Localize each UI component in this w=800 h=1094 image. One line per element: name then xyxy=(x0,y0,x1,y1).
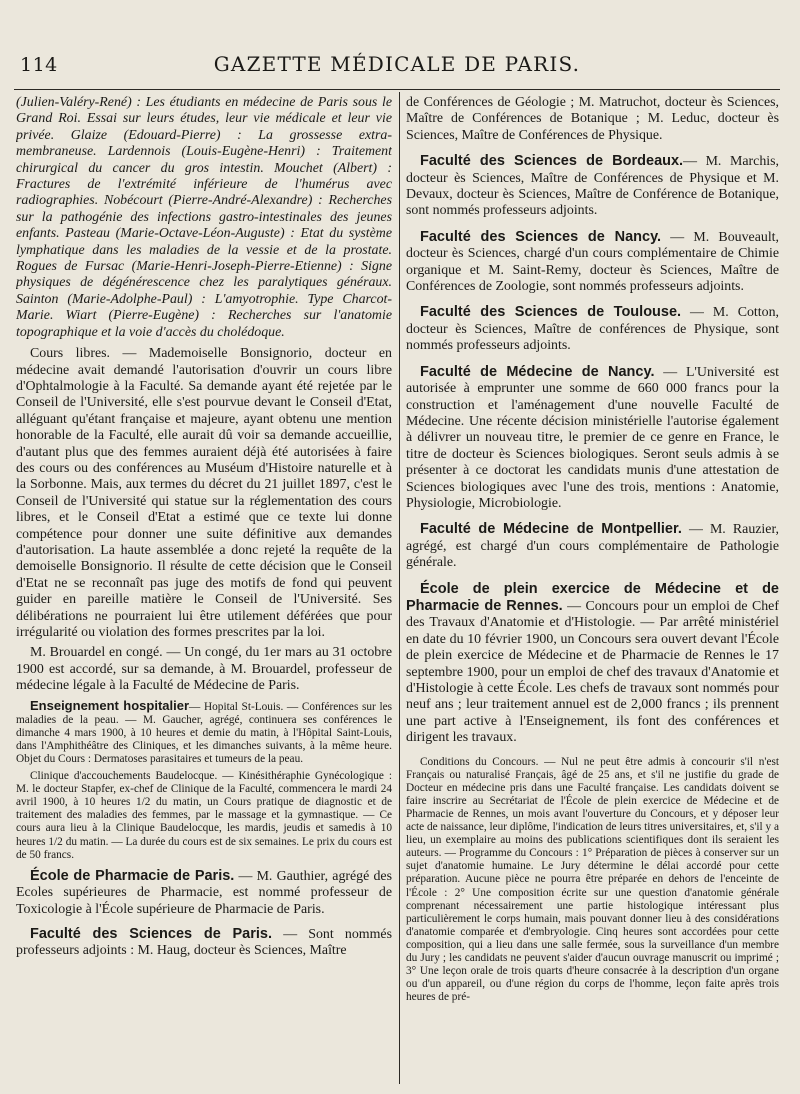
rennes-heading: École de plein exercice de Médecine et de Pharmacie de Rennes. xyxy=(406,580,779,614)
cours-libres-paragraph: Cours libres. — Mademoiselle Bonsignorio, docteur en médecine avait demandé l'autorisation d'ouvrir un cours libre d'Ophtalmologie à la Faculté. Sa demande ayant été rejetée par le Conseil de l'Université, elle s'est pourvue devant le Conseil d'Etat, alléguant qu'étant française et majeure, ayant obtenu une mention honorable de la Faculté, elle aurait dû voir sa demande accueillie, d'autant plus que des femmes auraient déjà été autorisées à faire des cours ou des conférences au Muséum d'Histoire naturelle et à la Sorbonne. Mais, aux termes du décret du 21 juillet 1897, c'est le Conseil de l'Université qui statue sur la réglementation des cours libres, et le Conseil d'Etat a estimé que ce texte lui donne compétence pour donner une suite définitive aux demandes d'autorisation. La haute assemblée a donc rejeté la requête de la demoiselle Bonsignorio. Il résulte de cette décision que le Conseil d'Etat ne se reconnaît pas juge des motifs de fond qui peuvent guider en pareille matière le Conseil de l'Université. Ses délibérations ne pourraient lui être utilement déférées que pour irrégularité ou violation des formes prescrites par la loi. xyxy=(16,346,392,640)
enseignement-heading: Enseignement hospitalier xyxy=(30,697,190,713)
nancy-sciences-heading: Faculté des Sciences de Nancy. xyxy=(420,228,662,245)
brouardel-paragraph: M. Brouardel en congé. — Un congé, du 1er mars au 31 octobre 1900 est accordé, sur sa demande, à M. Brouardel, professeur de médecine légale à la Faculté de Médecine de Paris. xyxy=(16,645,392,694)
conditions-paragraph: Conditions du Concours. — Nul ne peut être admis à concourir s'il n'est Français ou naturalisé Français, âgé de 25 ans, et s'il ne justifie du grade de Docteur en médecine pris dans une Faculté française. Les candidats doivent se faire inscrire au Secrétariat de l'École de plein exercice de Médecine et de Pharmacie de Rennes, un mois avant l'ouverture du Concours, et y déposer leur acte de naissance, leur diplôme, l'indication de leurs titres universitaires, et, s'il y a lieu, un exemplaire au moins des publications scientifiques dont ils seraient les auteurs. — Programme du Concours : 1° Préparation de pièces à conserver sur un sujet d'anatomie humaine. Le Jury détermine le délai accordé pour cette préparation. Aucune pièce ne pourra être préparée en dehors de l'enceinte de l'École : 2° Une composition écrite sur une question d'anatomie générale comprenant nécessairement une partie histologique intéressant plus particulièrement le corps humain, mais pouvant donner lieu à des considérations d'anatomie comparée et d'embryologie. Cinq heures sont accordées pour cette composition, qui a lieu dans une salle fermée, sous la surveillance d'un membre du Jury ; les candidats ne peuvent s'aider d'aucun ouvrage manuscrit ou imprimé ; 3° Une leçon orale de trois quarts d'heure consacrée à la description d'un organe ou d'un appareil, ou d'une région du corps de l'homme, leçon faite après trois heures de pré- xyxy=(406,755,779,1004)
page-header xyxy=(14,40,780,80)
theses-list: (Julien-Valéry-René) : Les étudiants en médecine de Paris sous le Grand Roi. Essai sur leurs études, leur vie médicale et leur vie privée. Glaize (Edouard-Pierre) : La grossesse extra-membraneuse. Lardennois (Louis-Eugène-Henri) : Traitement chirurgical du cancer du gros intestin. Mouchet (Albert) : Fractures de l'extrémité inférieure de l'humérus avec radiographies. Nobécourt (Pierre-André-Alexandre) : Recherches sur la pathogénie des infections gastro-intestinales des jeunes enfants. Pasteau (Marie-Octave-Léon-Auguste) : Etat du système lymphatique dans les maladies de la vessie et de la prostate. Rogues de Fursac (Marie-Henri-Joseph-Pierre-Etienne) : Signe physiques de dégénérescence chez les paralytiques généraux. Sainton (Marie-Adolphe-Paul) : L'amyotrophie. Type Charcot-Marie. Wiart (Pierre-Eugène) : Recherches sur l'anatomie topographique et la voie d'accès du cholédoque. xyxy=(16,95,392,340)
left-column xyxy=(16,95,392,1088)
montpellier-text: — M. Rauzier, agrégé, est chargé d'un cours complémentaire de Pathologie générale. xyxy=(406,522,779,571)
toulouse-heading: Faculté des Sciences de Toulouse. xyxy=(420,304,682,321)
enseignement-text: — Hopital St-Louis. — Conférences sur les maladies de la peau. — M. Gaucher, agrégé, continuera ses conférences le dimanche 4 mars 1900, à 10 heures et demie du matin, à l'Hôpital Saint-Louis, dans l'Amphithéâtre des Cliniques, et les dimanches suivants, à la même heure. Objet du Cours : Dermatoses parasitaires et tumeurs de la peau. xyxy=(16,700,392,765)
page-number: 114 xyxy=(20,54,58,76)
toulouse-text: — M. Cotton, docteur ès Sciences, Maître de conférences de Physique, sont nommés professeurs adjoints. xyxy=(406,305,779,354)
rennes-text: — Concours pour un emploi de Chef des Travaux d'Anatomie et d'Histologie. — Par arrêté ministériel en date du 10 février 1900, un Concours sera ouvert devant l'École de plein exercice de Médecine et de Pharmacie de Rennes le 17 septembre 1900, pour un emploi de chef des travaux d'Anatomie et d'Histologie à cette École. Les chefs de travaux sont nommés pour neuf ans ; leur traitement annuel est de 2,000 francs ; ils prennent une part active à l'Enseignement, ils font des conférences et dirigent les travaux. xyxy=(406,598,779,746)
journal-title: GAZETTE MÉDICALE DE PARIS. xyxy=(213,52,581,76)
right-column xyxy=(406,95,779,1088)
bordeaux-text: — M. Marchis, docteur ès Sciences, Maître de Conférences de Physique et M. Devaux, docteur ès Sciences, Maître de Conférence de Botanique, sont nommés professeurs adjoints. xyxy=(406,154,779,219)
header-rule xyxy=(14,89,780,90)
paris-continuation: de Conférences de Géologie ; M. Matruchot, docteur ès Sciences, Maître de Conférences de Botanique ; M. Leduc, docteur ès Sciences, Maître de Conférences de Physique. xyxy=(406,95,779,143)
medecine-nancy-heading: Faculté de Médecine de Nancy. xyxy=(420,363,655,380)
pharmacie-heading: École de Pharmacie de Paris. xyxy=(30,867,235,884)
montpellier-heading: Faculté de Médecine de Montpellier. xyxy=(420,521,682,538)
medecine-nancy-text: — L'Université est autorisée à emprunter une somme de 660 000 francs pour la construction et l'aménagement d'une nouvelle Faculté de Médecine. Une récente décision ministérielle l'autorise également à délivrer un nouveau titre, le premier de ce genre en France, le titre de docteur ès Sciences biologiques. Seront seuls admis à se présenter à ce doctorat les candidats munis d'une attestation de Sciences biologiques avec l'une des trois, mentions : Anatomie, Physiologie, Microbiologie. xyxy=(406,364,779,511)
sciences-paris-text: — Sont nommés professeurs adjoints : M. Haug, docteur ès Sciences, Maître xyxy=(16,926,392,959)
bordeaux-heading: Faculté des Sciences de Bordeaux. xyxy=(420,153,684,170)
column-divider xyxy=(399,92,400,1084)
baudelocque-paragraph: Clinique d'accouchements Baudelocque. — Kinésithéraphie Gynécologique : M. le docteur Stapfer, ex-chef de Clinique de la Faculté, commencera le mardi 24 avril 1900, à 10 heures 1/2 du matin, un Cours pratique de diagnostic et de traitement des maladies des femmes, par le massage et la gymnastique. — Ce cours aura lieu à la Clinique Baudelocque, les mardis, jeudis et samedis à 10 heures 1/2 du matin. — La durée du cours est de six semaines. Le prix du cours est de 50 francs. xyxy=(16,770,392,861)
sciences-paris-heading: Faculté des Sciences de Paris. xyxy=(30,925,272,942)
pharmacie-text: — M. Gauthier, agrégé des Ecoles supérieures de Pharmacie, est nommé professeur de Toxicologie à l'École supérieure de Pharmacie de Paris. xyxy=(16,868,392,917)
nancy-sciences-text: — M. Bouveault, docteur ès Sciences, chargé d'un cours complémentaire de Chimie organique et M. Saint-Remy, docteur ès Sciences, Maître de Conférences de Zoologie, sont nommés professeurs adjoints. xyxy=(406,229,779,295)
